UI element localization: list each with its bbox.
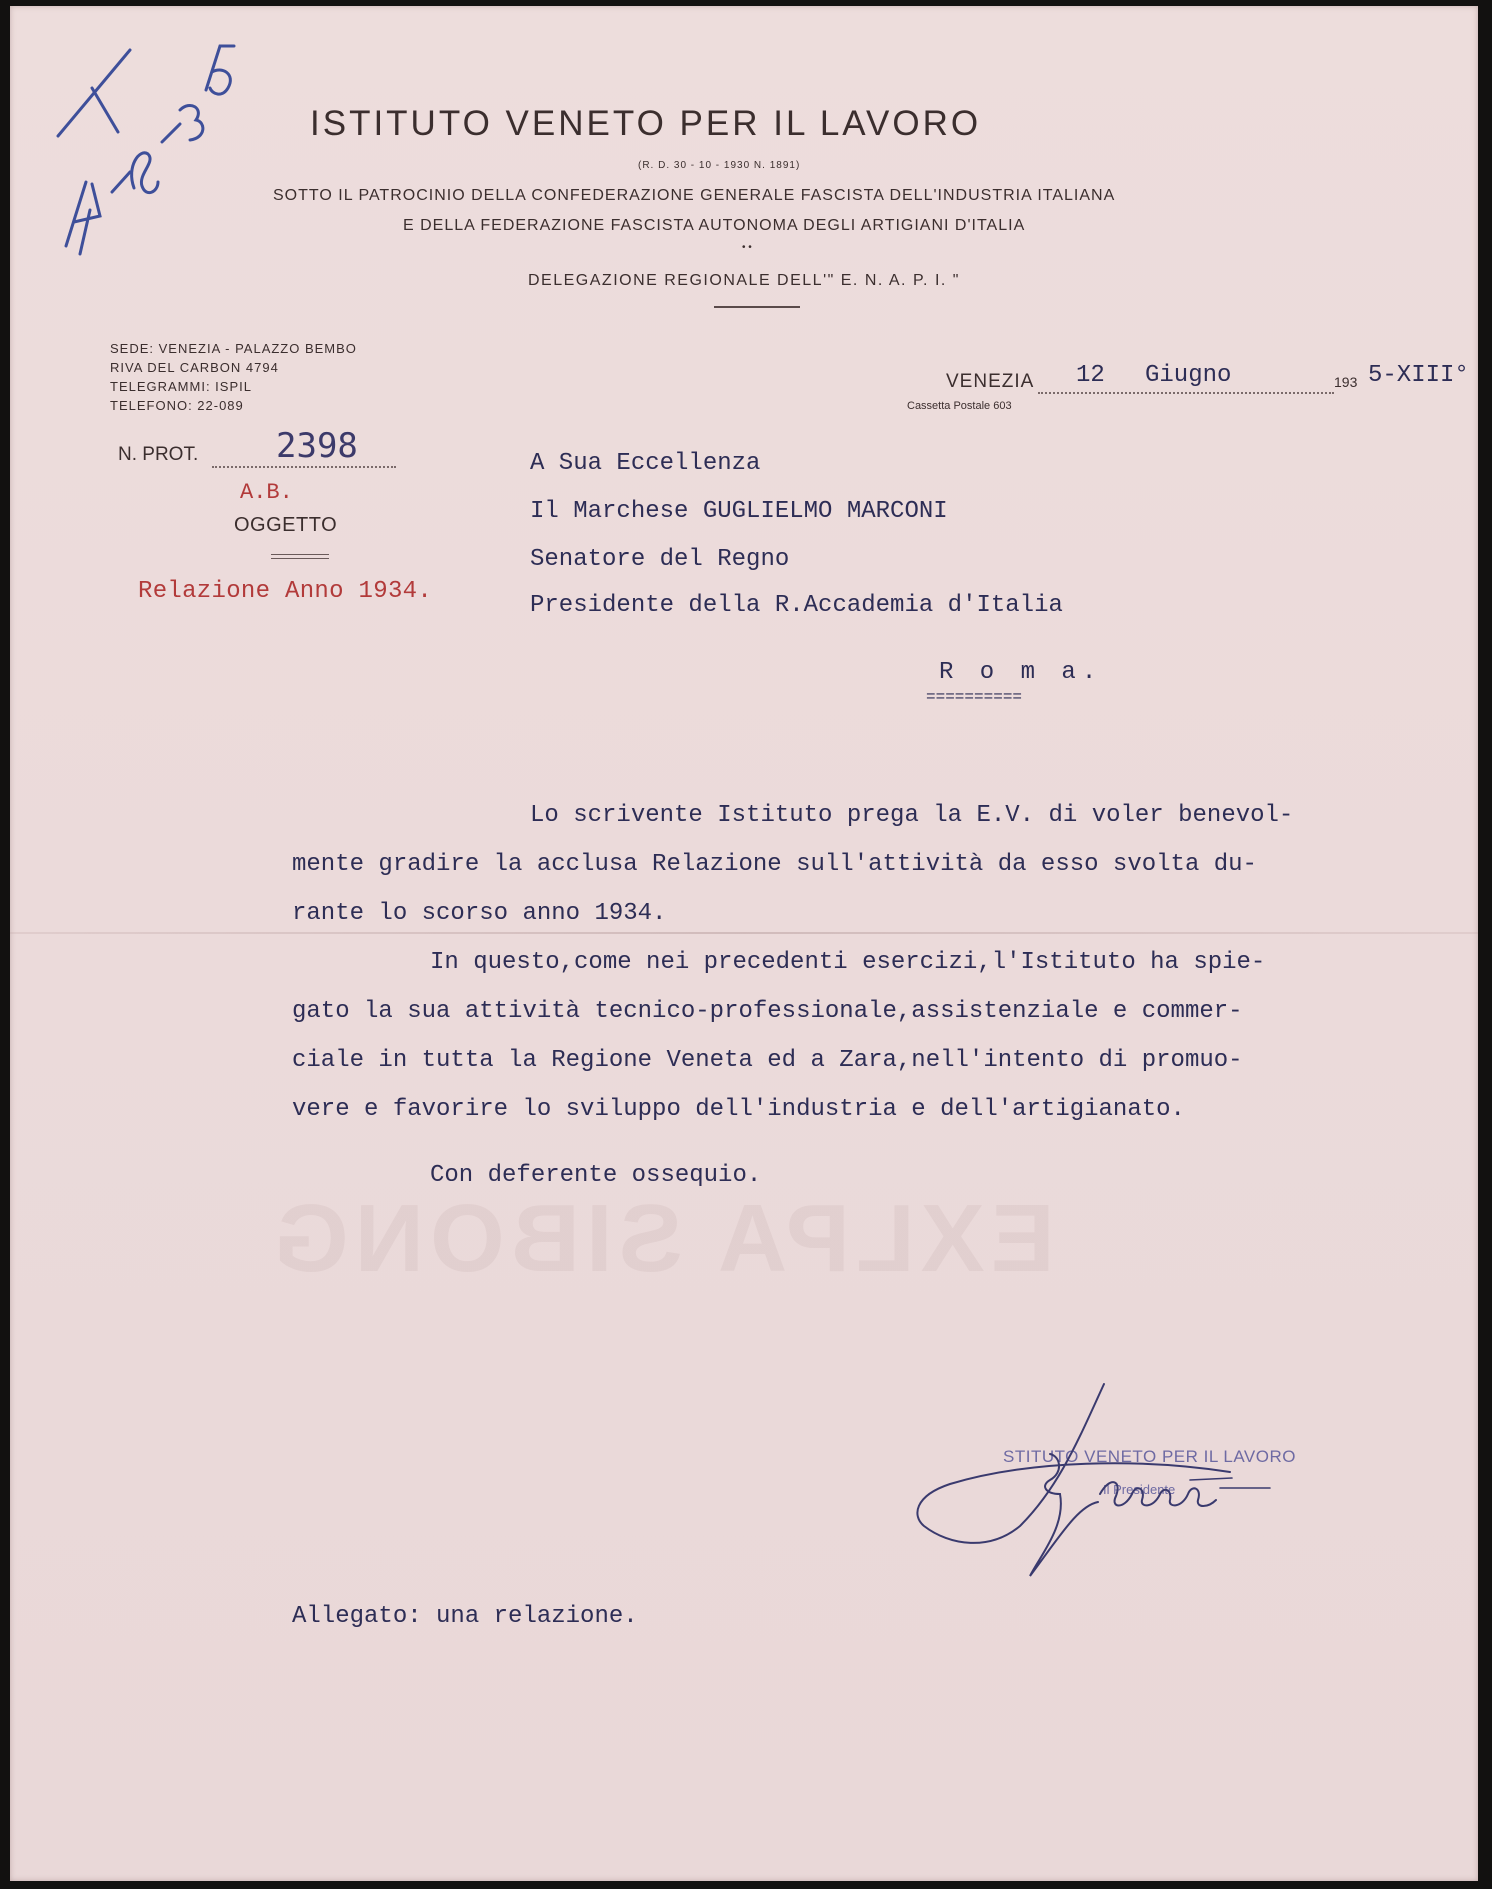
address-sede: SEDE: VENEZIA - PALAZZO BEMBO — [110, 341, 357, 356]
recipient-line-2: Il Marchese GUGLIELMO MARCONI — [530, 498, 948, 525]
recipient-line-3: Senatore del Regno — [530, 546, 790, 573]
date-city: VENEZIA — [946, 371, 1035, 392]
po-box: Cassetta Postale 603 — [907, 400, 1012, 412]
protocol-dotted-line — [212, 466, 396, 468]
subject-label: OGGETTO — [234, 514, 338, 536]
recipient-city: R o m a. — [939, 659, 1103, 686]
bleed-through-text: EXLPA SIBONG — [268, 1185, 1055, 1292]
body-p1-line-2: mente gradire la acclusa Relazione sull'attività da esso svolta du- — [292, 851, 1257, 878]
ornament-separator: • • — [742, 242, 752, 253]
enclosure-note: Allegato: una relazione. — [292, 1603, 638, 1630]
protocol-number: 2398 — [276, 426, 358, 466]
address-street: RIVA DEL CARBON 4794 — [110, 360, 279, 375]
institute-name: ISTITUTO VENETO PER IL LAVORO — [310, 104, 982, 143]
subject-rule-1 — [271, 554, 329, 555]
date-dotted-line — [1038, 392, 1334, 394]
protocol-label: N. PROT. — [118, 444, 199, 465]
sender-address — [110, 339, 357, 415]
subject-text: Relazione Anno 1934. — [138, 578, 433, 605]
recipient-city-underline: ========== — [926, 688, 1023, 706]
decree-reference: (R. D. 30 - 10 - 1930 N. 1891) — [638, 160, 801, 171]
recipient-line-1: A Sua Eccellenza — [530, 450, 761, 477]
delegation-line: DELEGAZIONE REGIONALE DELL'" E. N. A. P. I. " — [528, 272, 960, 289]
paper-fold — [10, 932, 1478, 934]
date-day: 12 — [1076, 362, 1105, 389]
stamp-institute: STITUTO VENETO PER IL LAVORO — [1003, 1447, 1296, 1466]
stamp-role: Il Presidente — [1103, 1482, 1176, 1497]
closing-line: Con deferente ossequio. — [430, 1162, 762, 1189]
letter-sheet — [10, 6, 1478, 1881]
body-p1-line-1: Lo scrivente Istituto prega la E.V. di voler benevol- — [530, 802, 1294, 829]
subject-rule-2 — [271, 558, 329, 559]
date-year-suffix: 5-XIII° — [1368, 362, 1469, 389]
body-p1-line-3: rante lo scorso anno 1934. — [292, 900, 667, 927]
margin-annotation-mark — [30, 16, 260, 306]
protocol-initials: A.B. — [240, 480, 293, 505]
date-year-prefix: 193 — [1334, 374, 1358, 390]
recipient-line-4: Presidente della R.Accademia d'Italia — [530, 592, 1063, 619]
patronage-line-2: E DELLA FEDERAZIONE FASCISTA AUTONOMA DEGLI ARTIGIANI D'ITALIA — [403, 217, 1026, 234]
body-p2-line-3: ciale in tutta la Regione Veneta ed a Zara,nell'intento di promuo- — [292, 1047, 1243, 1074]
letterhead-rule — [714, 306, 800, 308]
address-telegrams: TELEGRAMMI: ISPIL — [110, 379, 252, 394]
body-p2-line-2: gato la sua attività tecnico-professionale,assistenziale e commer- — [292, 998, 1243, 1025]
body-p2-line-1: In questo,come nei precedenti esercizi,l'Istituto ha spie- — [430, 949, 1266, 976]
body-p2-line-4: vere e favorire lo sviluppo dell'industria e dell'artigianato. — [292, 1096, 1185, 1123]
patronage-line-1: SOTTO IL PATROCINIO DELLA CONFEDERAZIONE GENERALE FASCISTA DELL'INDUSTRIA ITALIANA — [273, 187, 1116, 204]
address-phone: TELEFONO: 22-089 — [110, 398, 244, 413]
signature — [910, 1376, 1290, 1606]
date-month: Giugno — [1145, 362, 1232, 389]
